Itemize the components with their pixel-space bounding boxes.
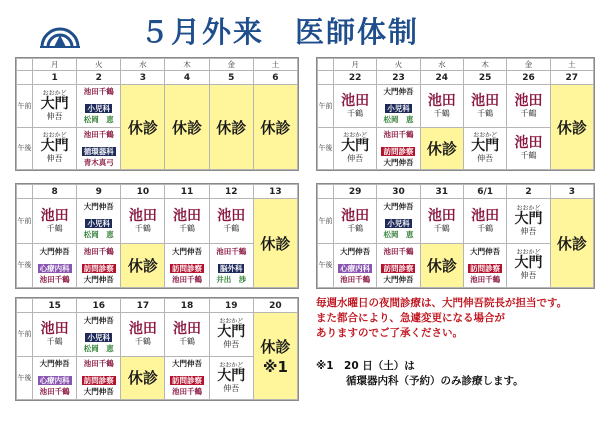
cell-text: おおかど bbox=[516, 204, 541, 212]
date: 3 bbox=[121, 71, 165, 85]
table-cell: 木 bbox=[165, 59, 209, 71]
schedule-cell bbox=[121, 199, 165, 244]
table-cell: 午前 bbox=[318, 85, 334, 128]
cell-text: 大門伸吾 bbox=[383, 202, 414, 212]
table-cell bbox=[17, 71, 33, 85]
cell-text: 池田 bbox=[40, 207, 69, 224]
cell-text: 千鶴 bbox=[223, 223, 240, 233]
cell-text: 井出 渉 bbox=[216, 274, 247, 284]
cell-text: 伸吾 bbox=[520, 271, 537, 281]
table-cell: 29 bbox=[334, 185, 377, 199]
cell-text: 大門伸吾 bbox=[83, 202, 114, 212]
cell-text: おおかど bbox=[42, 89, 67, 97]
schedule-cell bbox=[33, 356, 77, 400]
table-cell: 水 bbox=[121, 59, 165, 71]
table-cell: 月 bbox=[334, 59, 377, 71]
week-4-calendar bbox=[316, 57, 595, 171]
cell-text: 大門 bbox=[217, 324, 246, 341]
schedule-cell bbox=[334, 199, 377, 244]
closed-cell bbox=[550, 199, 593, 288]
week-2-calendar bbox=[15, 183, 299, 289]
cell-text: 休診 bbox=[216, 118, 247, 137]
cell-text: 大門伸吾 bbox=[383, 87, 414, 97]
closed-cell bbox=[550, 85, 593, 170]
table-cell: 土 bbox=[550, 59, 593, 71]
cell-text: 循環器科 bbox=[83, 146, 114, 156]
table-cell: 24 bbox=[420, 71, 463, 85]
schedule-cell bbox=[121, 313, 165, 357]
schedule-cell bbox=[334, 127, 377, 170]
cell-text: 大門 bbox=[40, 95, 69, 112]
table-cell: 11 bbox=[165, 185, 209, 199]
closed-cell bbox=[253, 313, 297, 400]
schedule-cell bbox=[420, 85, 463, 128]
cell-text: 池田 bbox=[471, 207, 500, 224]
table-cell: 18 bbox=[165, 299, 209, 313]
night-clinic-notice: 毎週水曜日の夜間診療は、大門伸吾院長が担当です。 また都合により、急遽変更になる場合が ありますのでご了承ください。 bbox=[316, 297, 568, 339]
pm-label: 午後 bbox=[17, 127, 33, 170]
cell-text: 大門伸吾 bbox=[39, 359, 70, 369]
cell-text: 池田 bbox=[427, 207, 456, 224]
cell-text: 大門伸吾 bbox=[83, 315, 114, 325]
cell-text: 伸吾 bbox=[223, 340, 240, 350]
schedule-cell bbox=[209, 199, 253, 244]
cell-text: 池田 bbox=[341, 207, 370, 224]
cell-text: 松岡 恵 bbox=[83, 115, 114, 125]
table-cell: 午後 bbox=[318, 243, 334, 288]
date: 2 bbox=[77, 71, 121, 85]
table-cell bbox=[17, 185, 33, 199]
cell-text: 伸吾 bbox=[46, 154, 63, 164]
date: 1 bbox=[33, 71, 77, 85]
cell-text: 松岡 恵 bbox=[383, 115, 414, 125]
cell-text: 小児科 bbox=[87, 219, 110, 229]
cell-text: 池田千鶴 bbox=[216, 246, 247, 256]
schedule-cell bbox=[377, 85, 420, 128]
schedule-cell bbox=[77, 356, 121, 400]
schedule-cell bbox=[33, 127, 77, 170]
table-cell bbox=[318, 71, 334, 85]
cell-text: 訪問診察 bbox=[172, 263, 203, 273]
cell-text: 大門伸吾 bbox=[39, 246, 70, 256]
cell-text: 大門伸吾 bbox=[470, 246, 501, 256]
table-cell: 12 bbox=[209, 185, 253, 199]
table-cell: 8 bbox=[33, 185, 77, 199]
cell-text: 大門 bbox=[40, 138, 69, 155]
cell-text: 小児科 bbox=[387, 219, 410, 229]
cell-text: 伸吾 bbox=[347, 154, 364, 164]
cell-text: 大門伸吾 bbox=[340, 246, 371, 256]
schedule-cell bbox=[165, 356, 209, 400]
cell-text: 伸吾 bbox=[477, 154, 494, 164]
table-cell bbox=[318, 185, 334, 199]
cell-text: 池田千鶴 bbox=[39, 387, 70, 397]
table-cell: 17 bbox=[121, 299, 165, 313]
cell-text: 千鶴 bbox=[134, 223, 151, 233]
cell-text: 伸吾 bbox=[46, 111, 63, 121]
cell-text: 脳外科 bbox=[219, 263, 243, 273]
cell-text: 大門 bbox=[341, 138, 370, 155]
cell-text: 休診 bbox=[556, 118, 587, 137]
cell-text: 池田 bbox=[173, 321, 202, 338]
clinic-logo bbox=[38, 13, 82, 49]
cell-text: おおかど bbox=[473, 132, 498, 140]
week-5-calendar bbox=[316, 183, 595, 289]
schedule-cell bbox=[507, 243, 550, 288]
closed-cell bbox=[121, 243, 165, 288]
am-label: 午前 bbox=[17, 85, 33, 128]
cell-text: 池田千鶴 bbox=[340, 274, 371, 284]
schedule-cell bbox=[209, 356, 253, 400]
schedule-cell bbox=[165, 313, 209, 357]
cell-text: 池田 bbox=[40, 321, 69, 338]
closed-cell bbox=[209, 85, 253, 170]
cell-text: 休診 bbox=[127, 118, 158, 137]
schedule-cell bbox=[165, 243, 209, 288]
table-cell: 19 bbox=[209, 299, 253, 313]
schedule-cell bbox=[77, 313, 121, 357]
cell-text: 大門伸吾 bbox=[383, 157, 414, 167]
closed-cell bbox=[121, 356, 165, 400]
table-cell: 23 bbox=[377, 71, 420, 85]
table-cell: 金 bbox=[209, 59, 253, 71]
cell-text: 千鶴 bbox=[477, 108, 494, 118]
page-title: ５月外来 医師体制 bbox=[140, 15, 420, 49]
cell-text: 訪問診察 bbox=[383, 263, 414, 273]
cell-text: 訪問診察 bbox=[383, 146, 414, 156]
cell-text: 池田 bbox=[128, 321, 157, 338]
schedule-cell bbox=[507, 199, 550, 244]
schedule-cell bbox=[377, 127, 420, 170]
cell-text: 池田千鶴 bbox=[172, 274, 203, 284]
closed-cell bbox=[253, 199, 297, 288]
table-cell: 27 bbox=[550, 71, 593, 85]
cell-text: おおかど bbox=[219, 361, 244, 369]
cell-text: 心療内科 bbox=[340, 263, 371, 273]
cell-text: 池田 bbox=[128, 207, 157, 224]
schedule-cell bbox=[33, 313, 77, 357]
cell-text: 休診 bbox=[127, 256, 158, 275]
schedule-cell bbox=[334, 85, 377, 128]
cell-text: 千鶴 bbox=[179, 337, 196, 347]
table-cell: 26 bbox=[507, 71, 550, 85]
cell-text: 休診 bbox=[556, 234, 587, 253]
footnote: ※1 20 日（土）は 循環器内科（予約）のみ診療します。 bbox=[316, 360, 524, 387]
schedule-cell bbox=[77, 199, 121, 244]
cell-text: 大門 bbox=[514, 210, 543, 227]
schedule-cell bbox=[463, 127, 506, 170]
cell-text: 大門伸吾 bbox=[383, 274, 414, 284]
table-cell: 20 bbox=[253, 299, 297, 313]
table-cell bbox=[318, 59, 334, 71]
schedule-cell bbox=[463, 85, 506, 128]
table-cell: 午前 bbox=[318, 199, 334, 244]
cell-text: 訪問診察 bbox=[83, 376, 114, 386]
cell-text: 千鶴 bbox=[477, 223, 494, 233]
cell-text: 大門伸吾 bbox=[83, 274, 114, 284]
cell-text: 大門 bbox=[514, 255, 543, 272]
table-cell: 3 bbox=[550, 185, 593, 199]
cell-text: 池田 bbox=[514, 92, 543, 109]
table-cell bbox=[17, 59, 33, 71]
table-cell: 火 bbox=[377, 59, 420, 71]
cell-text: 池田 bbox=[471, 92, 500, 109]
cell-text: 千鶴 bbox=[46, 337, 63, 347]
cell-text: 小児科 bbox=[387, 104, 410, 114]
schedule-cell bbox=[377, 199, 420, 244]
schedule-cell bbox=[77, 243, 121, 288]
cell-text: 大門 bbox=[471, 138, 500, 155]
cell-text: おおかど bbox=[42, 132, 67, 140]
schedule-cell bbox=[334, 243, 377, 288]
schedule-cell bbox=[507, 85, 550, 128]
closed-cell bbox=[165, 85, 209, 170]
table-cell: 30 bbox=[377, 185, 420, 199]
cell-text: 池田千鶴 bbox=[470, 274, 501, 284]
cell-text: 千鶴 bbox=[433, 108, 450, 118]
cell-text: 池田 bbox=[427, 92, 456, 109]
schedule-cell bbox=[165, 199, 209, 244]
date: 4 bbox=[165, 71, 209, 85]
schedule-cell bbox=[507, 127, 550, 170]
table-cell: 木 bbox=[463, 59, 506, 71]
cell-text: 池田千鶴 bbox=[83, 87, 114, 97]
cell-text: 池田 bbox=[514, 135, 543, 152]
week-1-calendar bbox=[15, 57, 299, 171]
cell-text: 池田千鶴 bbox=[83, 129, 114, 139]
schedule-cell bbox=[463, 243, 506, 288]
cell-text: 池田 bbox=[341, 92, 370, 109]
cell-text: 休診 bbox=[127, 369, 158, 388]
table-cell: 水 bbox=[420, 59, 463, 71]
table-cell: 土 bbox=[253, 59, 297, 71]
cell-text: 池田千鶴 bbox=[39, 274, 70, 284]
cell-text: 池田 bbox=[173, 207, 202, 224]
cell-text: 池田千鶴 bbox=[383, 246, 414, 256]
schedule-cell bbox=[77, 127, 121, 170]
cell-text: 松岡 恵 bbox=[83, 230, 114, 240]
table-cell: 10 bbox=[121, 185, 165, 199]
table-cell: 31 bbox=[420, 185, 463, 199]
table-cell: 13 bbox=[253, 185, 297, 199]
cell-text: 千鶴 bbox=[347, 108, 364, 118]
cell-text: 千鶴 bbox=[134, 337, 151, 347]
closed-cell bbox=[420, 243, 463, 288]
cell-text: おおかど bbox=[516, 249, 541, 257]
schedule-cell bbox=[33, 85, 77, 128]
table-cell: 9 bbox=[77, 185, 121, 199]
cell-text: 小児科 bbox=[87, 104, 110, 114]
cell-text: 休診 bbox=[260, 234, 291, 253]
cell-text: 伸吾 bbox=[223, 383, 240, 393]
week-3-calendar bbox=[15, 297, 299, 401]
cell-text: 池田千鶴 bbox=[83, 246, 114, 256]
closed-cell bbox=[420, 127, 463, 170]
schedule-cell bbox=[209, 313, 253, 357]
table-cell: 16 bbox=[77, 299, 121, 313]
cell-text: 大門伸吾 bbox=[172, 359, 203, 369]
cell-text: 休診 bbox=[426, 256, 457, 275]
cell-text: 千鶴 bbox=[179, 223, 196, 233]
table-cell: 6/1 bbox=[463, 185, 506, 199]
table-cell: 午前 bbox=[17, 313, 33, 357]
cell-text: 休診 bbox=[260, 118, 291, 137]
table-cell: 午後 bbox=[17, 243, 33, 288]
cell-text: 心療内科 bbox=[39, 376, 70, 386]
cell-text: おおかど bbox=[219, 318, 244, 326]
cell-text: 小児科 bbox=[87, 332, 110, 342]
cell-text: 大門伸吾 bbox=[172, 246, 203, 256]
table-cell: 22 bbox=[334, 71, 377, 85]
cell-text: 池田千鶴 bbox=[383, 129, 414, 139]
cell-text: 千鶴 bbox=[520, 151, 537, 161]
cell-text: 休診 bbox=[172, 118, 203, 137]
date: 6 bbox=[253, 71, 297, 85]
table-cell: 2 bbox=[507, 185, 550, 199]
cell-text: 千鶴 bbox=[433, 223, 450, 233]
schedule-cell bbox=[377, 243, 420, 288]
schedule-cell bbox=[463, 199, 506, 244]
table-cell: 火 bbox=[77, 59, 121, 71]
date: 5 bbox=[209, 71, 253, 85]
cell-text: 伸吾 bbox=[520, 226, 537, 236]
table-cell: 午後 bbox=[318, 127, 334, 170]
cell-text: 大門 bbox=[217, 367, 246, 384]
cell-text: 休診 bbox=[260, 338, 291, 356]
cell-text: 松岡 恵 bbox=[83, 343, 114, 353]
cell-text: 千鶴 bbox=[520, 108, 537, 118]
cell-text: 千鶴 bbox=[46, 223, 63, 233]
schedule-cell bbox=[33, 199, 77, 244]
cell-text: 松岡 恵 bbox=[383, 230, 414, 240]
cell-text: 池田千鶴 bbox=[83, 359, 114, 369]
table-cell: 月 bbox=[33, 59, 77, 71]
cell-text: 池田千鶴 bbox=[172, 387, 203, 397]
table-cell: 15 bbox=[33, 299, 77, 313]
cell-text: 大門伸吾 bbox=[83, 387, 114, 397]
cell-text: ※1 bbox=[262, 358, 288, 376]
cell-text: 訪問診察 bbox=[470, 263, 501, 273]
cell-text: 心療内科 bbox=[39, 263, 70, 273]
schedule-cell bbox=[33, 243, 77, 288]
table-cell: 午前 bbox=[17, 199, 33, 244]
cell-text: 休診 bbox=[426, 139, 457, 158]
cell-text: 訪問診察 bbox=[172, 376, 203, 386]
table-cell bbox=[17, 299, 33, 313]
cell-text: 訪問診察 bbox=[83, 263, 114, 273]
schedule-cell bbox=[420, 199, 463, 244]
schedule-cell bbox=[209, 243, 253, 288]
cell-text: おおかど bbox=[343, 132, 368, 140]
table-cell: 金 bbox=[507, 59, 550, 71]
cell-text: 池田 bbox=[217, 207, 246, 224]
table-cell: 午後 bbox=[17, 356, 33, 400]
cell-text: 千鶴 bbox=[347, 223, 364, 233]
table-cell: 25 bbox=[463, 71, 506, 85]
cell-text: 青木真弓 bbox=[83, 157, 114, 167]
closed-cell bbox=[253, 85, 297, 170]
schedule-cell bbox=[77, 85, 121, 128]
closed-cell bbox=[121, 85, 165, 170]
